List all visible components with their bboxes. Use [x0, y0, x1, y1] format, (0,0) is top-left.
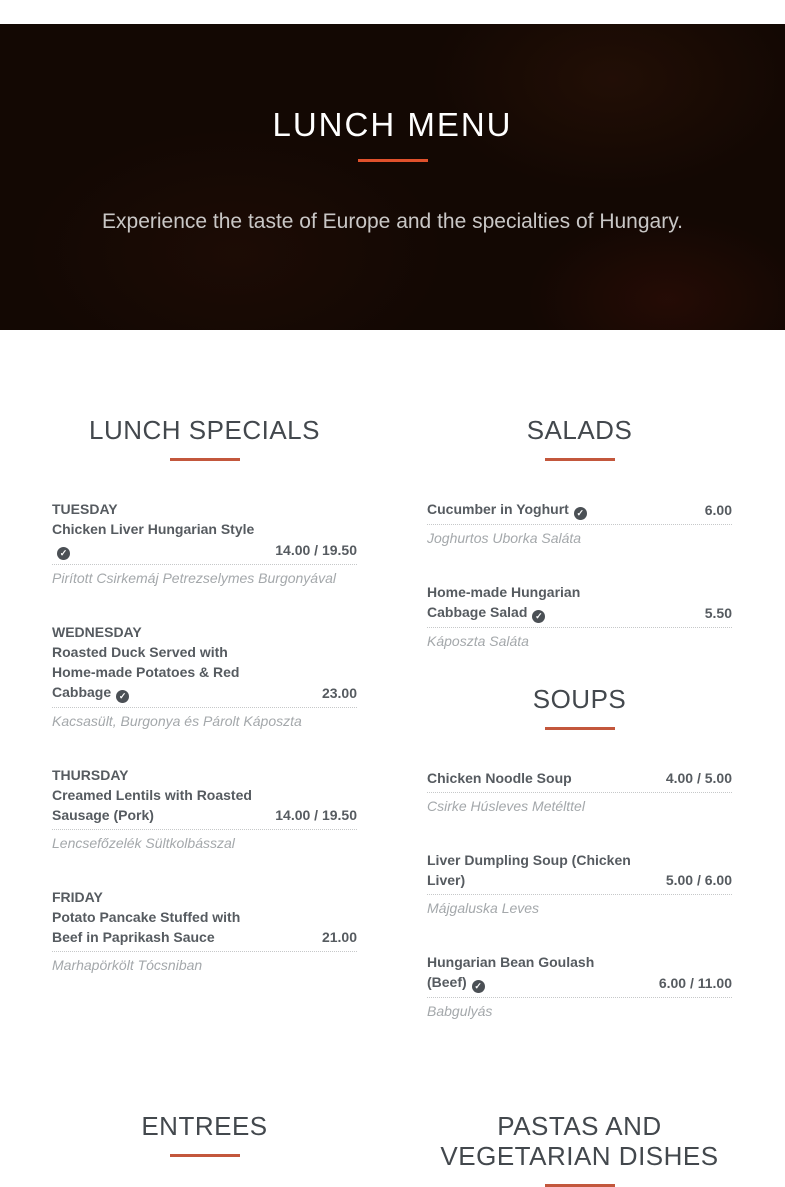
section-items [427, 499, 732, 651]
menu-section-salads [427, 415, 732, 651]
menu-item-description: Joghurtos Uborka Saláta [427, 530, 582, 546]
menu-item-price: 21.00 [321, 929, 357, 945]
hero-divider [358, 159, 428, 162]
menu-item-price: 23.00 [321, 685, 357, 701]
verified-check-icon: ✓ [57, 547, 70, 560]
menu-item-name [427, 768, 572, 788]
menu-item-header [52, 622, 357, 708]
section-items [427, 768, 732, 1021]
column-pastas [427, 1111, 732, 1187]
menu-section-soups [427, 684, 732, 1021]
menu-item-day-label: WEDNESDAY [52, 624, 142, 640]
menu-section-lunch-specials [52, 415, 357, 975]
menu-item-name [52, 622, 260, 703]
section-divider [545, 727, 615, 730]
column-salads-soups [427, 415, 732, 1021]
section-title: PASTAS AND VEGETARIAN DISHES [440, 1111, 719, 1171]
page-title: LUNCH MENU [272, 106, 513, 143]
menu-item [52, 622, 357, 731]
menu-item-title: Chicken Liver Hungarian Style [52, 521, 255, 537]
column-entrees [52, 1111, 357, 1187]
menu-item-header [427, 582, 732, 628]
menu-item-title: Roasted Duck Served with Home-made Potatoes & Red Cabbage [52, 644, 240, 700]
menu-item-name [52, 765, 260, 825]
menu-item-description: Pirított Csirkemáj Petrezselymes Burgonyával [52, 570, 336, 586]
menu-item-name [427, 850, 635, 890]
menu-item [427, 582, 732, 651]
menu-item-day-label: TUESDAY [52, 501, 118, 517]
menu-item-header [427, 952, 732, 998]
menu-section-pastas [427, 1111, 732, 1187]
menu-item-day-label: FRIDAY [52, 889, 103, 905]
menu-item-name [427, 952, 635, 993]
menu-item [427, 952, 732, 1021]
menu-item [52, 499, 357, 588]
menu-item-header [427, 850, 732, 895]
menu-item-description: Lencsefőzelék Sültkolbásszal [52, 835, 235, 851]
menu-item-header [52, 499, 357, 565]
section-divider [170, 458, 240, 461]
verified-check-icon: ✓ [574, 507, 587, 520]
section-divider [170, 1154, 240, 1157]
menu-item-name [52, 887, 260, 947]
menu-item-price: 5.00 / 6.00 [665, 872, 732, 888]
menu-item-header [52, 887, 357, 952]
menu-item-price: 6.00 / 11.00 [658, 975, 732, 991]
menu-item-description: Kacsasült, Burgonya és Párolt Káposzta [52, 713, 302, 729]
section-title: SOUPS [532, 684, 627, 714]
menu-item-title: Hungarian Bean Goulash (Beef) [427, 954, 595, 990]
verified-check-icon: ✓ [532, 610, 545, 623]
menu-item-description: Káposzta Saláta [427, 633, 529, 649]
menu-content [0, 330, 785, 1187]
menu-item-description: Marhapörkölt Tócsniban [52, 957, 203, 973]
hero-subtitle: Experience the taste of Europe and the specialties of Hungary. [102, 210, 683, 233]
menu-item-day-label: THURSDAY [52, 767, 129, 783]
menu-item [427, 850, 732, 918]
menu-item-title: Home-made Hungarian Cabbage Salad [427, 584, 581, 620]
menu-item-title: Chicken Noodle Soup [427, 770, 572, 786]
menu-item-header [427, 499, 732, 525]
menu-item-title: Potato Pancake Stuffed with Beef in Paprikash Sauce [52, 909, 241, 945]
menu-item-header [427, 768, 732, 793]
verified-check-icon: ✓ [116, 690, 129, 703]
menu-item-title: Cucumber in Yoghurt [427, 501, 569, 517]
menu-grid [52, 415, 733, 1187]
column-lunch-specials [52, 415, 357, 1021]
menu-item [427, 768, 732, 816]
menu-item-title: Liver Dumpling Soup (Chicken Liver) [427, 852, 631, 888]
menu-item-price: 14.00 / 19.50 [275, 542, 357, 558]
section-title: SALADS [526, 415, 633, 445]
menu-item-header [52, 765, 357, 830]
menu-item-description: Csirke Húsleves Metélttel [427, 798, 585, 814]
verified-check-icon: ✓ [472, 980, 485, 993]
menu-section-entrees [52, 1111, 357, 1157]
top-strip [0, 0, 785, 24]
menu-item-name [52, 499, 260, 560]
section-title: LUNCH SPECIALS [89, 415, 320, 445]
menu-item-price: 4.00 / 5.00 [665, 770, 732, 786]
menu-item-description: Babgulyás [427, 1003, 493, 1019]
menu-item [52, 887, 357, 975]
menu-item-title: Creamed Lentils with Roasted Sausage (Pork) [52, 787, 252, 823]
section-divider [545, 458, 615, 461]
section-items [52, 499, 357, 975]
menu-item-price: 5.50 [704, 605, 732, 621]
menu-item [52, 765, 357, 853]
menu-item-price: 14.00 / 19.50 [275, 807, 357, 823]
menu-item-name [427, 582, 635, 623]
menu-item-price: 6.00 [704, 502, 732, 518]
menu-item-description: Májgaluska Leves [427, 900, 540, 916]
menu-item-name [427, 499, 587, 520]
menu-item [427, 499, 732, 548]
section-title: ENTREES [141, 1111, 268, 1141]
hero-banner [0, 24, 785, 330]
